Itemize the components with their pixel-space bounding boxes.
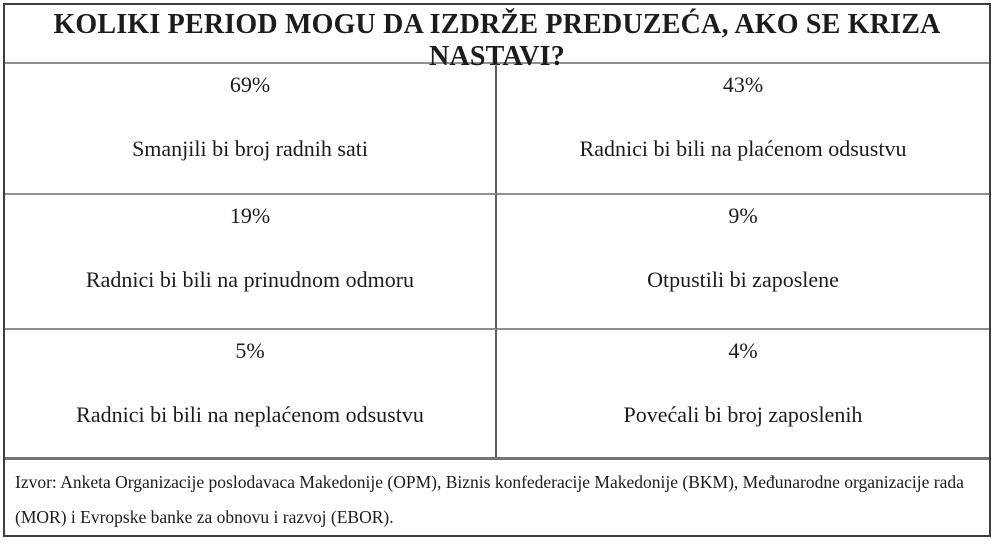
percent-value: 69% xyxy=(229,72,271,97)
table-cell-prinudni-odmor xyxy=(5,195,497,330)
cell-label: Otpustili bi zaposlene xyxy=(647,267,839,293)
table-title-row xyxy=(5,5,989,73)
survey-results-table xyxy=(3,3,991,537)
cell-label: Smanjili bi broj radnih sati xyxy=(132,136,368,162)
page-title: KOLIKI PERIOD MOGU DA IZDRŽE PREDUZEĆA, AKO SE KRIZA NASTAVI? xyxy=(53,9,941,73)
cell-label: Radnici bi bili na prinudnom odmoru xyxy=(85,267,415,293)
percent-value: 5% xyxy=(235,338,265,363)
percent-value: 43% xyxy=(722,72,764,97)
cell-label: Radnici bi bili na plaćenom odsustvu xyxy=(579,136,907,162)
table-cell-neplaceno-odsustvo xyxy=(5,330,497,457)
table-cell-otpustanje xyxy=(497,195,989,330)
cell-label: Radnici bi bili na neplaćenom odsustvu xyxy=(76,402,424,428)
table-cell-smanjili-radni-sati xyxy=(5,64,497,195)
percent-value: 19% xyxy=(229,203,271,228)
table-source-row xyxy=(5,457,989,535)
source-note: Izvor: Anketa Organizacije poslodavaca Makedonije (OPM), Biznis konfederacije Makedonije (BKM), Međunarodne organizacije rada (MOR) i Evropske banke za obnovu i razvoj (EBOR). xyxy=(15,472,964,527)
cell-label: Povećali bi broj zaposlenih xyxy=(623,402,863,428)
table-cell-placeno-odsustvo xyxy=(497,64,989,195)
percent-value: 9% xyxy=(728,203,758,228)
table-cell-povecanje-zaposlenih xyxy=(497,330,989,457)
table-body xyxy=(5,64,989,457)
percent-value: 4% xyxy=(728,338,758,363)
